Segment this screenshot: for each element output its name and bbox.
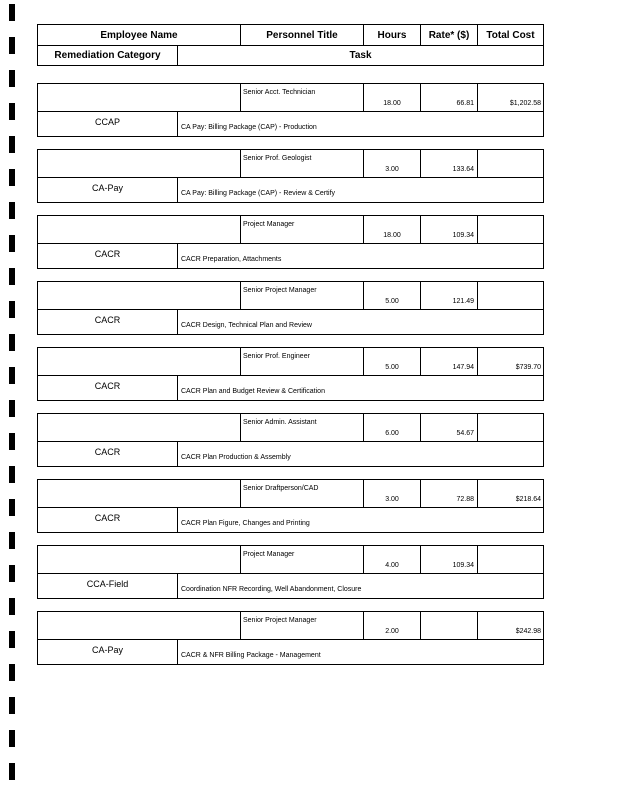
rate-cell-text: 133.64 — [452, 166, 474, 173]
employee-name-cell — [37, 611, 241, 640]
rate-cell — [420, 413, 478, 442]
rate-cell — [420, 479, 478, 508]
rate-cell — [420, 545, 478, 574]
task-cell-text: CA Pay: Billing Package (CAP) - Production — [181, 124, 317, 131]
employee-name-cell — [37, 479, 241, 508]
personnel-title-cell — [240, 83, 364, 112]
total-cost-cell — [477, 281, 544, 310]
header-task: Task — [177, 45, 544, 66]
task-cell — [177, 639, 544, 665]
personnel-title-cell-text: Senior Prof. Engineer — [243, 353, 310, 360]
employee-name-cell — [37, 413, 241, 442]
total-cost-cell — [477, 149, 544, 178]
hours-cell — [363, 347, 421, 376]
scan-edge-mark — [9, 70, 15, 87]
hours-cell-text: 18.00 — [383, 100, 401, 107]
remediation-category-cell-text: CCA-Field — [86, 579, 129, 589]
task-cell-text: CACR & NFR Billing Package - Management — [181, 652, 321, 659]
header-hours: Hours — [363, 24, 421, 46]
personnel-title-cell — [240, 149, 364, 178]
task-cell — [177, 309, 544, 335]
header-personnel-title: Personnel Title — [240, 24, 364, 46]
hours-cell-text: 5.00 — [385, 298, 399, 305]
total-cost-cell — [477, 611, 544, 640]
total-cost-cell-text: $1,202.58 — [509, 100, 541, 107]
hours-cell — [363, 215, 421, 244]
task-cell — [177, 177, 544, 203]
scan-edge-mark — [9, 499, 15, 516]
hours-cell — [363, 545, 421, 574]
scan-edge-mark — [9, 4, 15, 21]
personnel-title-cell-text: Senior Project Manager — [243, 617, 317, 624]
remediation-category-cell-text: CCAP — [94, 117, 120, 127]
header-total-cost: Total Cost — [477, 24, 544, 46]
scan-edge-mark — [9, 301, 15, 318]
hours-cell-text: 5.00 — [385, 364, 399, 371]
personnel-title-cell-text: Senior Draftperson/CAD — [243, 485, 319, 492]
scan-edge-mark — [9, 103, 15, 120]
personnel-title-cell — [240, 215, 364, 244]
employee-name-cell — [37, 83, 241, 112]
employee-name-cell — [37, 545, 241, 574]
personnel-title-cell-text: Project Manager — [243, 221, 295, 228]
scan-edge-mark — [9, 664, 15, 681]
scan-edge-mark — [9, 400, 15, 417]
remediation-category-cell — [37, 507, 178, 533]
scan-edge-mark — [9, 631, 15, 648]
scan-edge-mark — [9, 697, 15, 714]
hours-cell — [363, 611, 421, 640]
rate-cell — [420, 281, 478, 310]
hours-cell — [363, 413, 421, 442]
remediation-category-cell — [37, 111, 178, 137]
personnel-title-cell-text: Senior Acct. Technician — [243, 89, 316, 96]
scan-edge-mark — [9, 37, 15, 54]
scan-edge-mark — [9, 235, 15, 252]
hours-cell-text: 18.00 — [383, 232, 401, 239]
employee-name-cell — [37, 149, 241, 178]
total-cost-cell — [477, 347, 544, 376]
personnel-title-cell-text: Project Manager — [243, 551, 295, 558]
remediation-category-cell-text: CA-Pay — [91, 183, 123, 193]
scan-edge-mark — [9, 466, 15, 483]
personnel-title-cell-text: Senior Project Manager — [243, 287, 317, 294]
hours-cell-text: 3.00 — [385, 496, 399, 503]
task-cell-text: CACR Plan Production & Assembly — [181, 454, 291, 461]
hours-cell-text: 4.00 — [385, 562, 399, 569]
header-remediation-category: Remediation Category — [37, 45, 178, 66]
rate-cell — [420, 83, 478, 112]
scan-edge-mark — [9, 433, 15, 450]
remediation-category-cell-text: CACR — [94, 249, 121, 259]
scan-edge-mark — [9, 565, 15, 582]
task-cell — [177, 507, 544, 533]
task-cell — [177, 441, 544, 467]
remediation-category-cell — [37, 309, 178, 335]
scan-edge-mark — [9, 136, 15, 153]
rate-cell-text: 121.49 — [452, 298, 474, 305]
hours-cell — [363, 479, 421, 508]
total-cost-cell-text: $739.70 — [515, 364, 541, 371]
employee-name-cell — [37, 347, 241, 376]
total-cost-cell — [477, 215, 544, 244]
remediation-category-cell — [37, 375, 178, 401]
task-cell-text: CACR Design, Technical Plan and Review — [181, 322, 312, 329]
remediation-category-cell — [37, 573, 178, 599]
hours-cell-text: 6.00 — [385, 430, 399, 437]
scan-edge-mark — [9, 532, 15, 549]
personnel-title-cell-text: Senior Admin. Assistant — [243, 419, 317, 426]
total-cost-cell — [477, 413, 544, 442]
employee-name-cell — [37, 281, 241, 310]
remediation-category-cell-text: CACR — [94, 381, 121, 391]
scan-edge-mark — [9, 202, 15, 219]
task-cell-text: CACR Plan Figure, Changes and Printing — [181, 520, 310, 527]
task-cell — [177, 375, 544, 401]
remediation-category-cell-text: CACR — [94, 513, 121, 523]
total-cost-cell-text: $242.98 — [515, 628, 541, 635]
scan-edge-mark — [9, 334, 15, 351]
remediation-category-cell — [37, 639, 178, 665]
remediation-category-cell — [37, 441, 178, 467]
task-cell — [177, 243, 544, 269]
personnel-title-cell — [240, 479, 364, 508]
task-cell-text: CACR Plan and Budget Review & Certification — [181, 388, 325, 395]
scan-edge-mark — [9, 730, 15, 747]
remediation-category-cell-text: CA-Pay — [91, 645, 123, 655]
rate-cell-text: 147.94 — [452, 364, 474, 371]
hours-cell — [363, 149, 421, 178]
personnel-title-cell — [240, 281, 364, 310]
hours-cell-text: 2.00 — [385, 628, 399, 635]
personnel-title-cell — [240, 413, 364, 442]
total-cost-cell — [477, 83, 544, 112]
total-cost-cell — [477, 479, 544, 508]
scan-edge-mark — [9, 169, 15, 186]
rate-cell-text: 72.88 — [456, 496, 474, 503]
personnel-title-cell — [240, 545, 364, 574]
rate-cell — [420, 215, 478, 244]
rate-cell — [420, 149, 478, 178]
remediation-category-cell-text: CACR — [94, 315, 121, 325]
personnel-title-cell-text: Senior Prof. Geologist — [243, 155, 312, 162]
task-cell — [177, 573, 544, 599]
scan-edge-mark — [9, 367, 15, 384]
personnel-title-cell — [240, 611, 364, 640]
task-cell-text: Coordination NFR Recording, Well Abandonment, Closure — [181, 586, 362, 593]
total-cost-cell — [477, 545, 544, 574]
total-cost-cell-text: $218.64 — [515, 496, 541, 503]
rate-cell — [420, 611, 478, 640]
remediation-category-cell — [37, 243, 178, 269]
hours-cell — [363, 281, 421, 310]
scan-edge-mark — [9, 763, 15, 780]
remediation-category-cell-text: CACR — [94, 447, 121, 457]
header-employee-name: Employee Name — [37, 24, 241, 46]
header-rate: Rate* ($) — [420, 24, 478, 46]
scan-edge-mark — [9, 598, 15, 615]
task-cell-text: CACR Preparation, Attachments — [181, 256, 282, 263]
task-cell — [177, 111, 544, 137]
rate-cell-text: 109.34 — [452, 562, 474, 569]
hours-cell-text: 3.00 — [385, 166, 399, 173]
rate-cell — [420, 347, 478, 376]
scan-edge-mark — [9, 268, 15, 285]
rate-cell-text: 109.34 — [452, 232, 474, 239]
remediation-category-cell — [37, 177, 178, 203]
personnel-title-cell — [240, 347, 364, 376]
employee-name-cell — [37, 215, 241, 244]
task-cell-text: CA Pay: Billing Package (CAP) - Review & Certify — [181, 190, 336, 197]
hours-cell — [363, 83, 421, 112]
rate-cell-text: 66.81 — [456, 100, 474, 107]
rate-cell-text: 54.67 — [456, 430, 474, 437]
